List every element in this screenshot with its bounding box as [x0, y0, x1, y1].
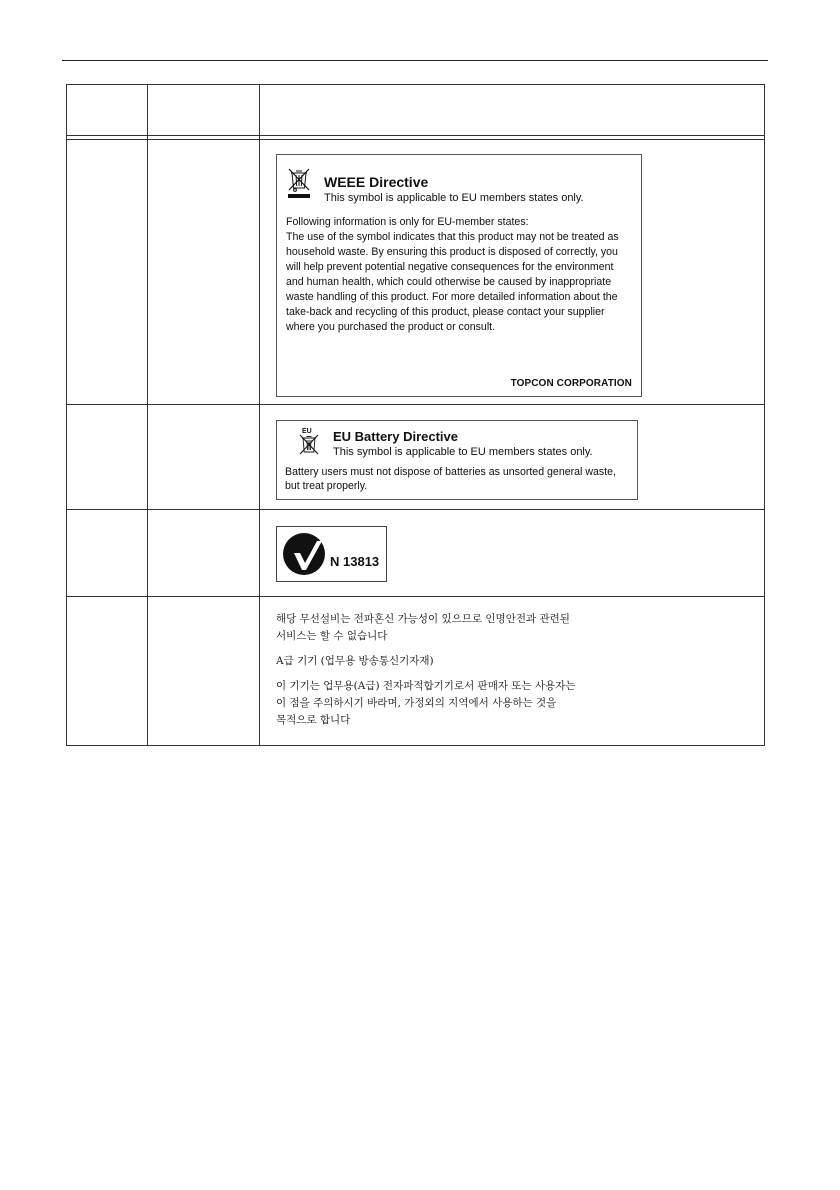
weee-notice — [276, 154, 642, 397]
weee-line: household waste. By ensuring this product is disposed of correctly, you — [286, 246, 618, 258]
battery-line: Battery users must not dispose of batteries as unsorted general waste, — [285, 466, 616, 478]
korea-line: 목적으로 합니다 — [276, 714, 351, 726]
c-tick-logo-icon — [282, 532, 326, 576]
header-cell — [67, 85, 148, 136]
c-tick-mark — [276, 526, 387, 582]
regulation-table — [66, 84, 765, 746]
table-cell — [67, 510, 148, 597]
weee-subtitle: This symbol is applicable to EU members states only. — [324, 192, 584, 204]
table-cell — [148, 140, 260, 405]
battery-body — [285, 465, 629, 493]
header-cell — [260, 85, 765, 136]
korea-line: 이 기기는 업무용(A급) 전자파적합기기로서 판매자 또는 사용자는 — [276, 680, 576, 692]
table-cell — [148, 405, 260, 510]
korea-class-label: A급 기기 (업무용 방송통신기자재) — [276, 655, 434, 667]
weee-line: where you purchased the product or consult. — [286, 321, 496, 333]
c-tick-code: N 13813 — [330, 553, 380, 569]
table-cell — [148, 510, 260, 597]
weee-line: waste handling of this product. For more detailed information about the — [286, 291, 618, 303]
table-row — [67, 140, 765, 405]
crossed-out-bin-icon — [286, 165, 312, 199]
korea-line: 서비스는 할 수 없습니다 — [276, 630, 388, 642]
eu-icon-label: EU — [302, 428, 312, 435]
battery-notice — [276, 420, 638, 500]
weee-body — [286, 215, 632, 335]
korea-line: 해당 무선설비는 전파혼신 가능성이 있으므로 인명안전과 관련된 — [276, 613, 570, 625]
table-cell — [67, 140, 148, 405]
weee-line: The use of the symbol indicates that this product may not be treated as — [286, 231, 619, 243]
table-cell — [67, 597, 148, 746]
weee-line: will help prevent potential negative consequences for the environment — [286, 261, 614, 273]
weee-line: take-back and recycling of this product, please contact your supplier — [286, 306, 605, 318]
korea-notice — [260, 611, 764, 729]
table-row — [67, 405, 765, 510]
battery-subtitle: This symbol is applicable to EU members states only. — [333, 446, 593, 458]
table-cell — [260, 597, 765, 746]
table-cell — [260, 140, 765, 405]
weee-line: and human health, which could otherwise be caused by inappropriate — [286, 276, 612, 288]
table-header-row — [67, 85, 765, 136]
eu-battery-bin-icon — [297, 426, 321, 456]
table-cell — [260, 510, 765, 597]
weee-title: WEEE Directive — [324, 174, 429, 190]
table-row — [67, 510, 765, 597]
table-row — [67, 597, 765, 746]
header-cell — [148, 85, 260, 136]
table-cell — [260, 405, 765, 510]
battery-line: but treat properly. — [285, 480, 368, 492]
header-rule — [62, 60, 768, 61]
company-name: TOPCON CORPORATION — [510, 378, 632, 389]
korea-line: 이 점을 주의하시기 바라며, 가정외의 지역에서 사용하는 것을 — [276, 697, 557, 709]
table-cell — [148, 597, 260, 746]
table-cell — [67, 405, 148, 510]
battery-title: EU Battery Directive — [333, 429, 458, 444]
weee-line: Following information is only for EU-member states: — [286, 216, 529, 228]
